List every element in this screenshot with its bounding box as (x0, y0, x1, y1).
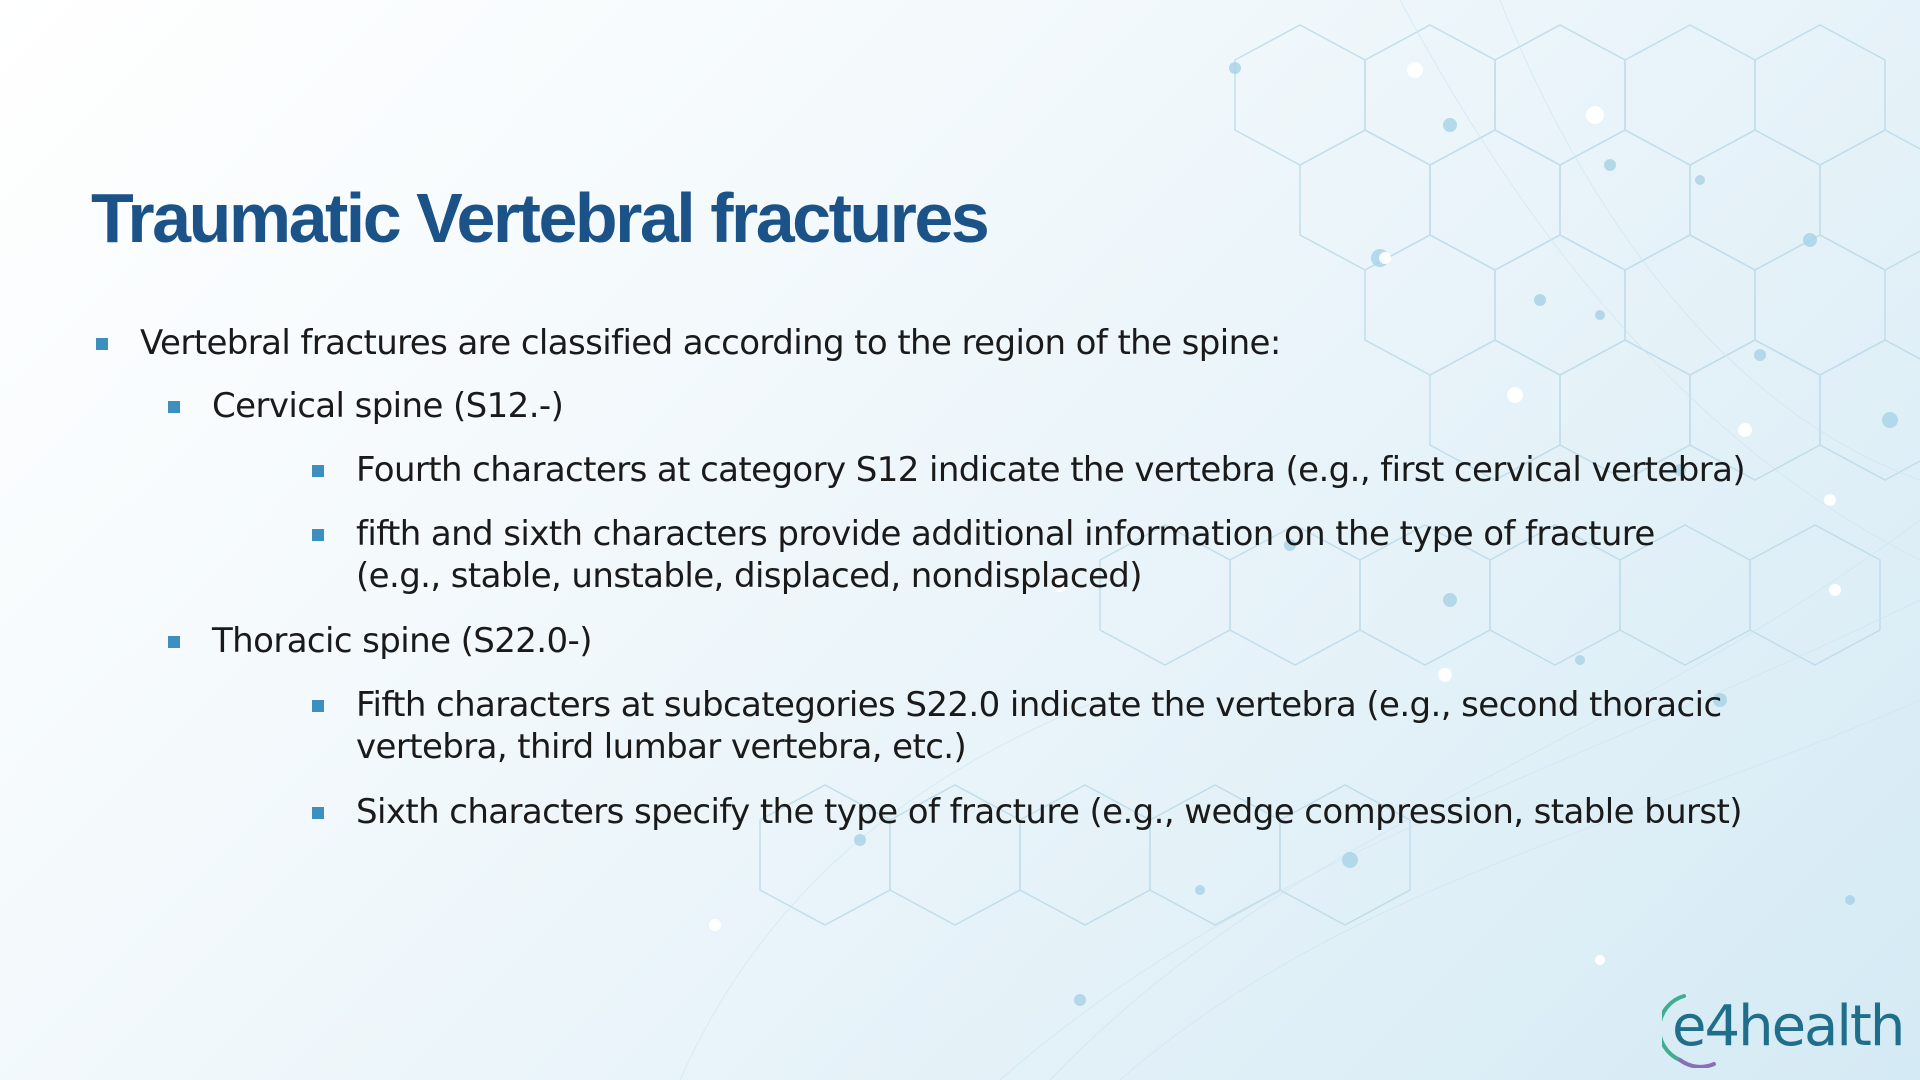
bullet-marker (312, 465, 324, 477)
bullet-thoracic-item-2: Sixth characters specify the type of fracture (e.g., wedge compression, stable burst) (356, 792, 1742, 832)
bullet-marker (168, 636, 180, 648)
bullet-cervical-spine: Cervical spine (S12.-) (212, 386, 564, 426)
bullet-cervical-item-1: Fourth characters at category S12 indicate the vertebra (e.g., first cervical vertebra) (356, 450, 1745, 490)
bullet-intro: Vertebral fractures are classified according to the region of the spine: (140, 323, 1281, 363)
bullet-thoracic-spine: Thoracic spine (S22.0-) (212, 621, 592, 661)
slide-title: Traumatic Vertebral fractures (91, 179, 988, 257)
bullet-thoracic-item-1: Fifth characters at subcategories S22.0 indicate the vertebra (e.g., second thoracic vertebra, third lumbar vertebra, etc.) (356, 685, 1722, 767)
bullet-marker (168, 401, 180, 413)
bullet-marker (312, 700, 324, 712)
bullet-marker (312, 807, 324, 819)
logo-text: e4health (1672, 994, 1904, 1059)
bullet-marker (312, 529, 324, 541)
bullet-cervical-item-2: fifth and sixth characters provide additional information on the type of fracture (e.g., stable, unstable, displaced, nondisplaced) (356, 514, 1655, 596)
e4health-logo (1662, 988, 1902, 1068)
bullet-marker (96, 338, 108, 350)
